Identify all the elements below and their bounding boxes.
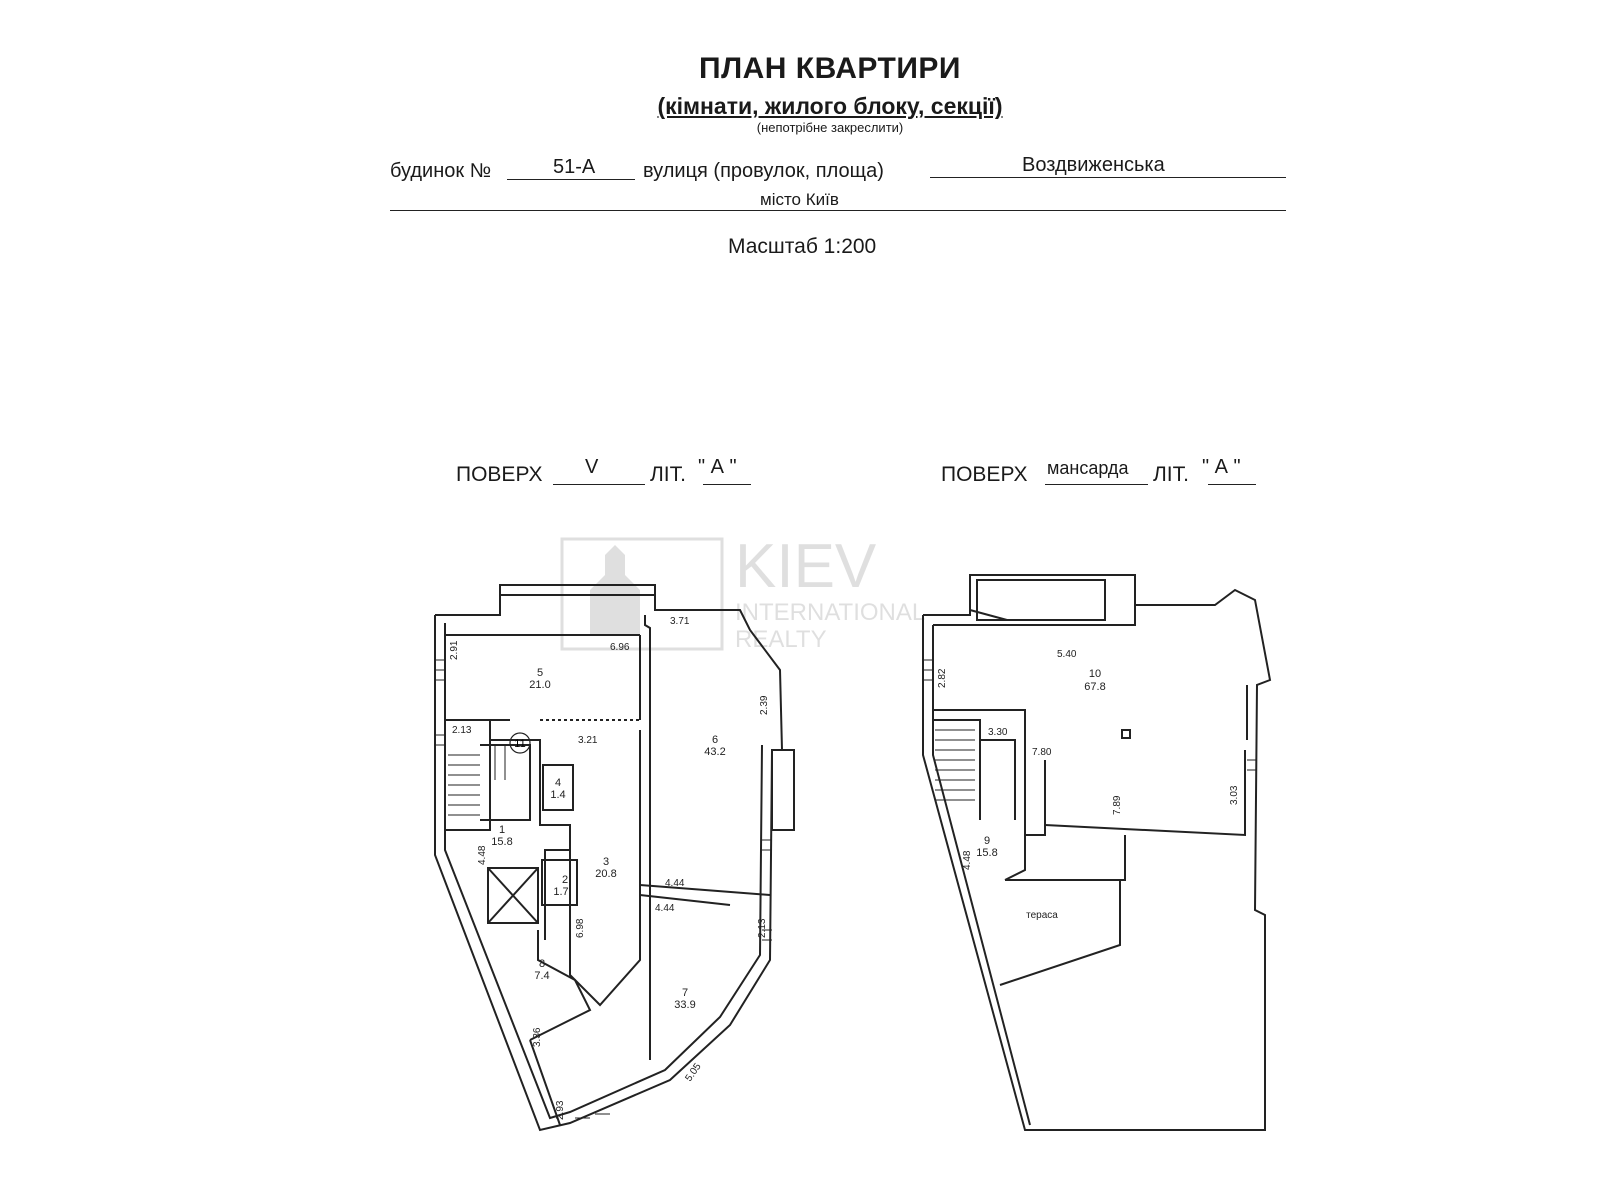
floor-plan-v (400, 520, 820, 1140)
dim-3-03: 3.03 (1229, 785, 1240, 805)
mansard-outer-wall (923, 575, 1270, 1130)
dim-4-48-right: 4.48 (962, 850, 973, 870)
dim-3-21: 3.21 (578, 735, 598, 746)
floor-right-label: ПОВЕРХ (941, 463, 1028, 486)
room-1-area: 15.8 (491, 836, 513, 848)
house-underline (507, 179, 635, 180)
floor-left-lit-value: " А " (698, 456, 737, 478)
room-3-area: 20.8 (595, 868, 617, 880)
floor-right-value: мансарда (1047, 458, 1129, 478)
room-10-no: 10 (1088, 668, 1102, 680)
dim-5-40: 5.40 (1057, 649, 1077, 660)
dim-2-91: 2.91 (449, 640, 460, 660)
page-subtitle: (кімнати, жилого блоку, секції) (657, 93, 1003, 119)
dim-4-44a: 4.44 (665, 878, 685, 889)
city-name: місто Київ (760, 190, 839, 209)
floor-right-lit-label: ЛІТ. (1153, 463, 1189, 486)
dim-5-05: 5.05 (683, 1061, 704, 1084)
scale-label: Масштаб 1:200 (728, 235, 877, 258)
room-4-area: 1.4 (550, 789, 566, 801)
floor-left-value: V (585, 456, 599, 478)
floor-right-underline (1045, 484, 1148, 485)
room-10-area: 67.8 (1084, 681, 1106, 693)
watermark-line2: INTERNATIONAL (735, 599, 926, 626)
room-8-area: 7.4 (534, 970, 550, 982)
room-5-no: 5 (536, 667, 544, 679)
floor-plan-mansard (895, 570, 1315, 1150)
room-7-area: 33.9 (674, 999, 696, 1011)
floor-right-lit-underline (1208, 484, 1256, 485)
floor-left-lit-underline (703, 484, 751, 485)
room-4-no: 4 (554, 777, 562, 789)
room-3-no: 3 (602, 856, 610, 868)
room-2-area: 1.7 (553, 886, 569, 898)
house-number: 51-А (553, 156, 596, 178)
room-9-area: 15.8 (976, 847, 998, 859)
dim-4-48: 4.48 (477, 845, 488, 865)
room-7-no: 7 (681, 987, 689, 999)
terrace-label: тераса (1026, 910, 1058, 921)
floor-right-lit-value: " А " (1202, 456, 1241, 478)
dim-2-82: 2.82 (937, 668, 948, 688)
watermark-line1: KIEV (735, 535, 877, 601)
room-5-area: 21.0 (529, 679, 551, 691)
city-underline (390, 210, 1286, 211)
floor-left-underline (553, 484, 645, 485)
room-1-no: 1 (498, 824, 506, 836)
room-8-no: 8 (538, 958, 546, 970)
dim-2-93: 2.93 (555, 1100, 566, 1120)
dim-3-36: 3.36 (532, 1027, 543, 1047)
dim-6-96: 6.96 (610, 642, 630, 653)
dim-2-13a: 2.13 (452, 725, 472, 736)
subtitle-note: (непотрібне закреслити) (756, 120, 904, 135)
dim-2-39: 2.39 (759, 695, 770, 715)
street-underline (930, 177, 1286, 178)
street-label: вулиця (провулок, площа) (643, 160, 884, 182)
dim-7-89: 7.89 (1112, 795, 1123, 815)
dim-3-71: 3.71 (670, 616, 690, 627)
dim-7-80: 7.80 (1032, 747, 1052, 758)
room-6-area: 43.2 (704, 746, 726, 758)
street-name: Воздвиженська (1022, 154, 1165, 176)
house-label: будинок № (390, 160, 492, 182)
floor-left-label: ПОВЕРХ (456, 463, 543, 486)
stair-mark: 11 (514, 738, 526, 750)
room-9-no: 9 (983, 835, 991, 847)
dim-6-98: 6.98 (575, 918, 586, 938)
room-6-no: 6 (711, 734, 719, 746)
page-title: ПЛАН КВАРТИРИ (699, 52, 961, 85)
room-2-no: 2 (561, 874, 569, 886)
dim-4-44b: 4.44 (655, 903, 675, 914)
floor-left-lit-label: ЛІТ. (650, 463, 686, 486)
watermark-line3: REALTY (735, 626, 827, 653)
dim-3-30: 3.30 (988, 727, 1008, 738)
dim-2-13b: 2.13 (757, 918, 768, 938)
